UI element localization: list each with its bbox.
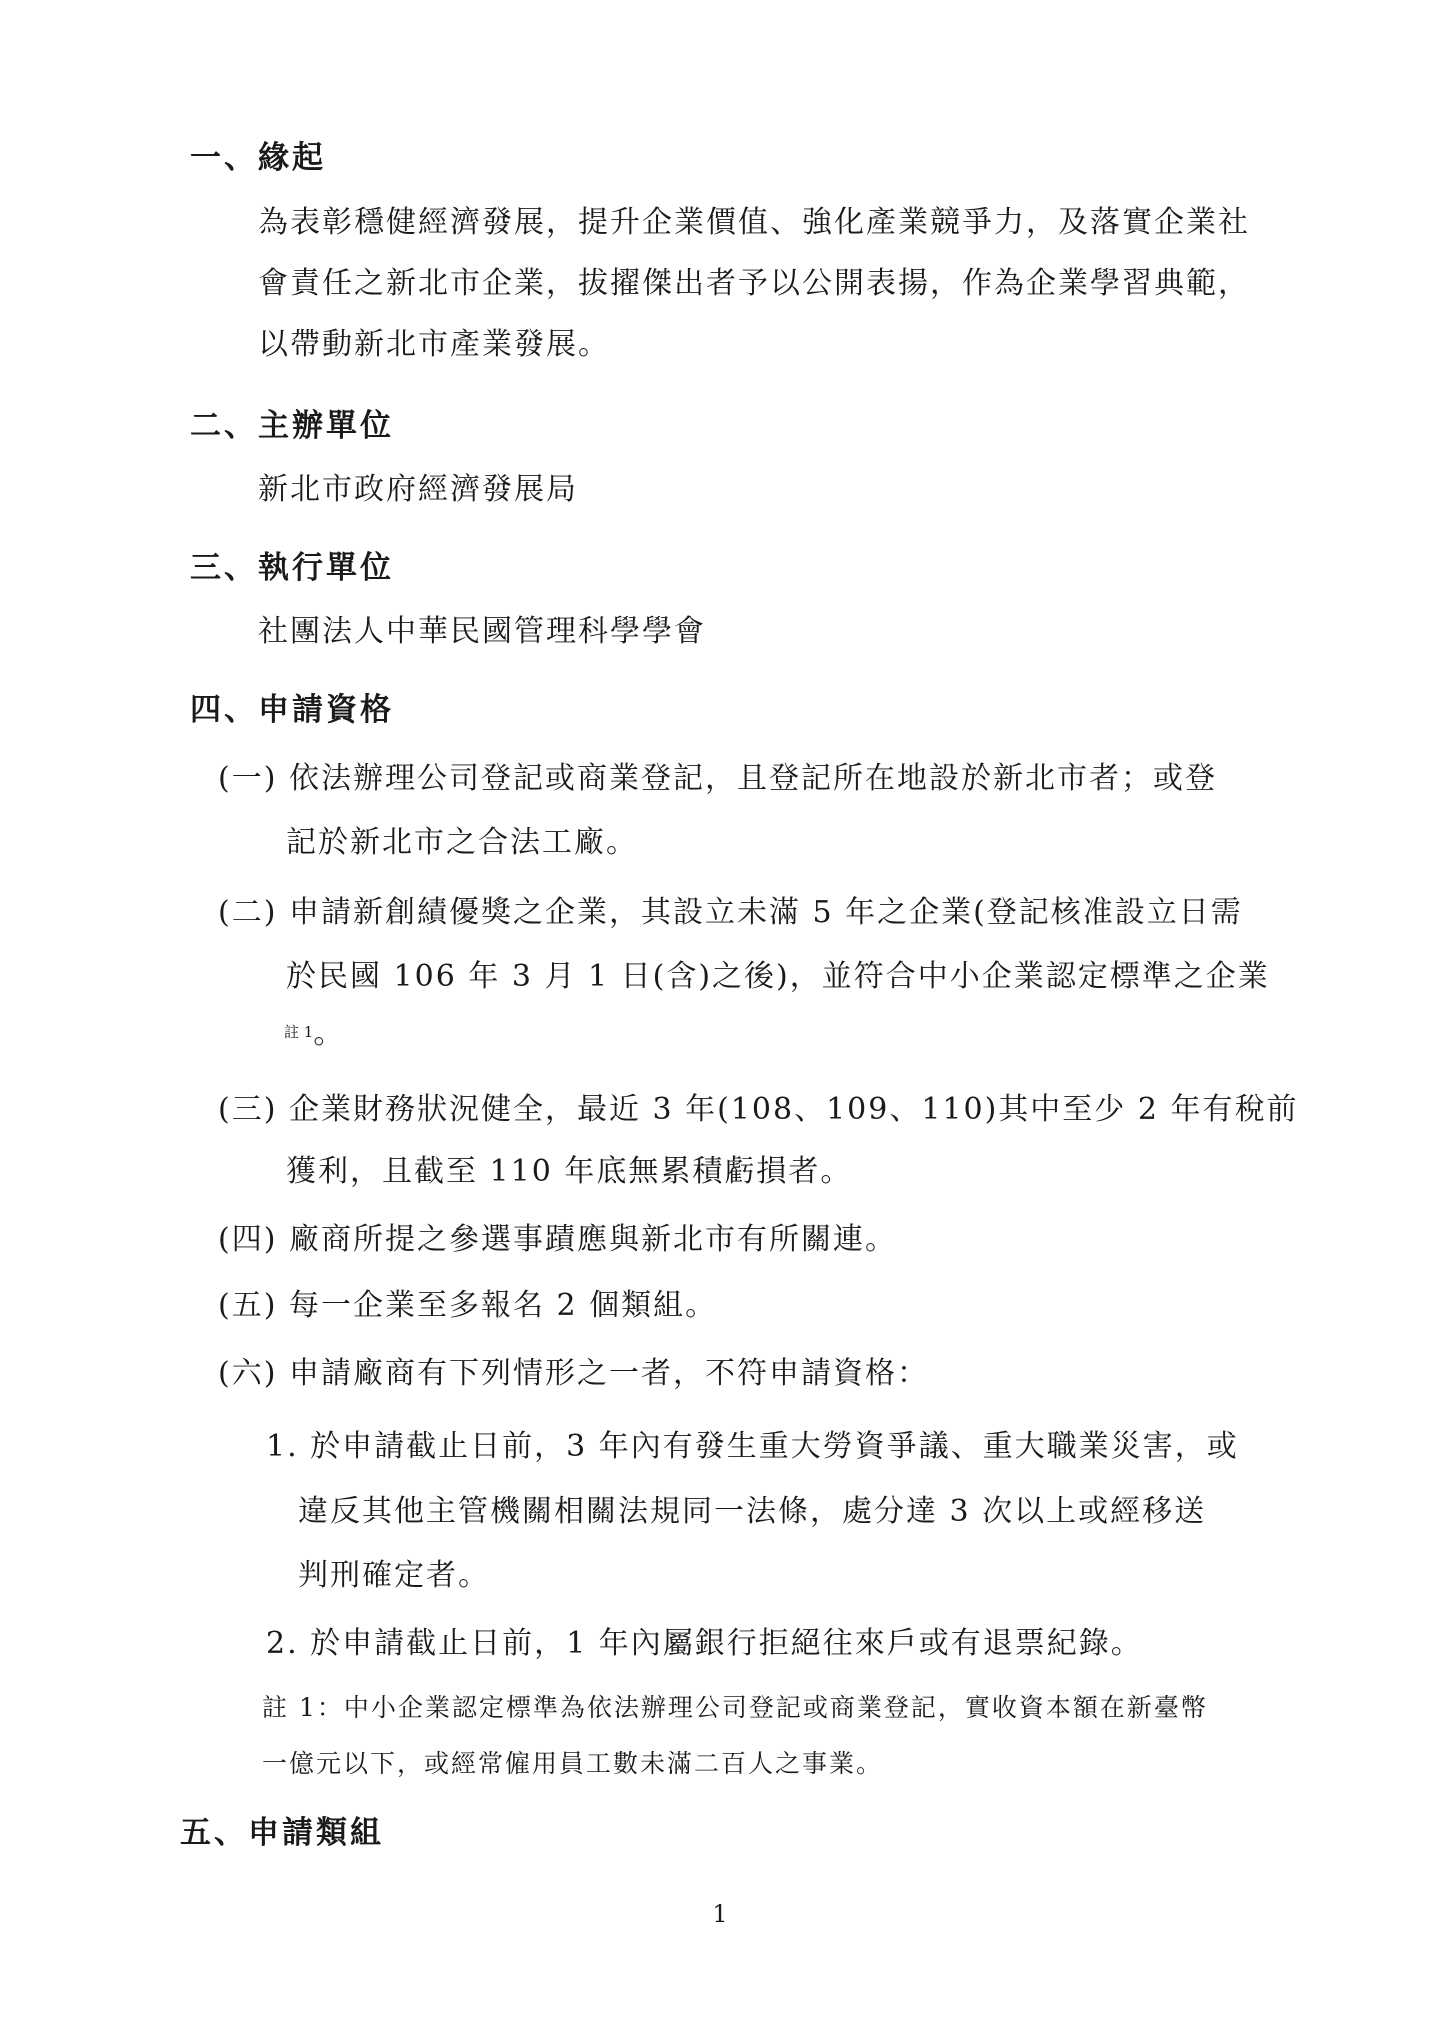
- ineligible-sub-1: 1. 於申請截止日前，3 年內有發生重大勞資爭議、重大職業災害，或: [266, 1429, 1239, 1464]
- executor-text: 社團法人中華民國管理科學學會: [258, 614, 706, 649]
- eligibility-item-2-cont: 於民國 106 年 3 月 1 日(含)之後)，並符合中小企業認定標準之企業: [286, 959, 1270, 994]
- paragraph-line: 為表彰穩健經濟發展，提升企業價值、強化產業競爭力，及落實企業社: [258, 205, 1250, 240]
- section-heading-organizer: 二、主辦單位: [190, 408, 394, 444]
- eligibility-item-3-cont: 獲利，且截至 110 年底無累積虧損者。: [286, 1154, 853, 1189]
- note-reference: [284, 1010, 345, 1056]
- eligibility-item-4: (四) 廠商所提之參選事蹟應與新北市有所關連。: [218, 1222, 897, 1257]
- footnote-line-cont: 一億元以下，或經常僱用員工數未滿二百人之事業。: [262, 1749, 884, 1778]
- eligibility-item-6: (六) 申請廠商有下列情形之一者，不符申請資格：: [218, 1356, 929, 1391]
- section-heading-origin: 一、緣起: [190, 140, 326, 176]
- page-number: 1: [712, 1900, 728, 1928]
- eligibility-item-5: (五) 每一企業至多報名 2 個類組。: [218, 1288, 718, 1323]
- eligibility-item-3: (三) 企業財務狀況健全，最近 3 年(108、109、110)其中至少 2 年有稅前: [218, 1092, 1299, 1127]
- eligibility-item-2: (二) 申請新創績優獎之企業，其設立未滿 5 年之企業(登記核准設立日需: [218, 895, 1243, 930]
- eligibility-item-1: (一) 依法辦理公司登記或商業登記，且登記所在地設於新北市者；或登: [218, 761, 1217, 796]
- organizer-text: 新北市政府經濟發展局: [258, 472, 578, 507]
- paragraph-line: 以帶動新北市產業發展。: [258, 327, 610, 362]
- ineligible-sub-1-cont: 違反其他主管機關相關法規同一法條，處分達 3 次以上或經移送: [298, 1494, 1207, 1529]
- section-heading-categories: 五、申請類組: [180, 1815, 384, 1851]
- eligibility-item-1-cont: 記於新北市之合法工廠。: [286, 825, 638, 860]
- ineligible-sub-2: 2. 於申請截止日前，1 年內屬銀行拒絕往來戶或有退票紀錄。: [266, 1626, 1143, 1661]
- ineligible-sub-1-cont2: 判刑確定者。: [298, 1558, 490, 1593]
- paragraph-line: 會責任之新北市企業，拔擢傑出者予以公開表揚，作為企業學習典範，: [258, 266, 1250, 301]
- section-heading-executor: 三、執行單位: [190, 550, 394, 586]
- footnote-marker: 註 1: [284, 1023, 314, 1041]
- sentence-end: 。: [313, 1016, 346, 1051]
- section-heading-eligibility: 四、申請資格: [190, 692, 394, 728]
- footnote-line: 註 1：中小企業認定標準為依法辦理公司登記或商業登記，實收資本額在新臺幣: [262, 1693, 1208, 1722]
